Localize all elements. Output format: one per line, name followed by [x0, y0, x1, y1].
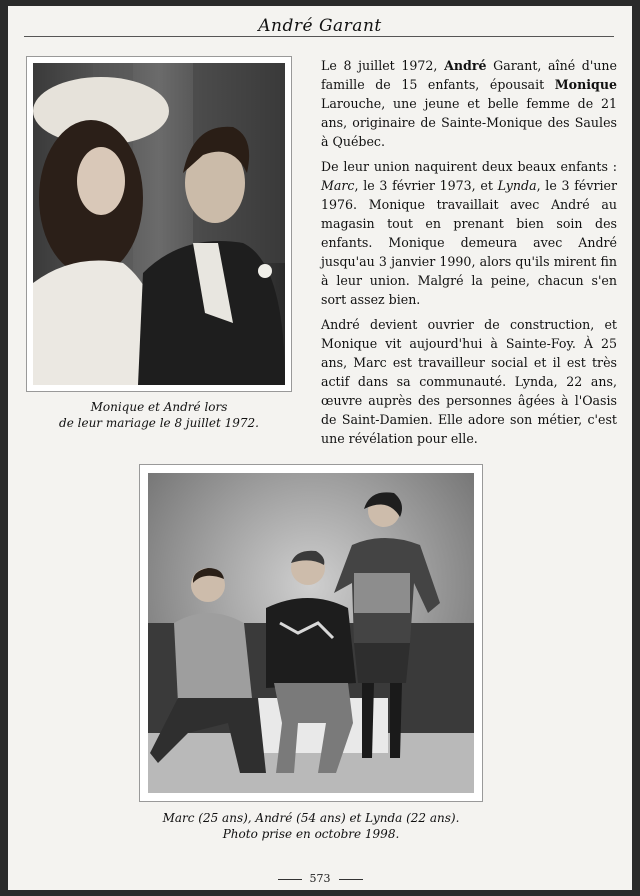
p2-text-c: , le 3 février 1973, et	[354, 178, 498, 193]
paragraph-1	[321, 56, 617, 151]
family-photo-caption	[108, 810, 514, 842]
p2-lynda: Lynda	[497, 178, 537, 193]
footer-dash-right	[339, 879, 363, 880]
page-number: 573	[309, 872, 331, 885]
p1-text-c: Garant, aîné d'une famille de 15 enfants, épousait	[321, 58, 617, 92]
family-photo	[139, 464, 483, 802]
p1-monique: Monique	[554, 77, 617, 92]
p2-text-e: , le 3 février 1976. Monique travaillait avec André au magasin tout en prenant bien soin des enfants. Monique demeura avec André jusqu'au 3 janvier 1990, alors qu'ils mirent fin à leur union. Malgré la peine, chacun s'en sort assez bien.	[321, 178, 617, 307]
header-rule	[24, 36, 614, 37]
page-header	[8, 14, 632, 40]
p2-marc: Marc	[321, 178, 355, 193]
p2-text-a: De leur union naquirent deux beaux enfants :	[321, 159, 617, 174]
page	[8, 6, 632, 890]
footer-dash-left	[278, 879, 302, 880]
wedding-photo-image	[33, 63, 285, 385]
paragraph-2	[321, 157, 617, 309]
wedding-photo	[26, 56, 292, 392]
family-caption-line-1: Marc (25 ans), André (54 ans) et Lynda (22 ans).	[162, 811, 460, 825]
p1-text-a: Le 8 juillet 1972,	[321, 58, 445, 73]
body-text	[321, 56, 617, 454]
page-title: André Garant	[250, 16, 389, 36]
paragraph-3: André devient ouvrier de construction, et Monique vit aujourd'hui à Sainte-Foy. À 25 ans, Marc est travailleur social et il est très actif dans sa communauté. Lynda, 22 ans, œuvre auprès des personnes âgées à l'Oasis de Saint-Damien. Elle adore son métier, c'est une révélation pour elle.	[321, 317, 617, 446]
wedding-photo-caption	[26, 399, 292, 431]
family-photo-image	[148, 473, 474, 793]
family-caption-line-2: Photo prise en octobre 1998.	[222, 827, 400, 841]
wedding-caption-line-1: Monique et André lors	[90, 400, 228, 414]
wedding-caption-line-2: de leur mariage le 8 juillet 1972.	[59, 416, 259, 430]
page-footer	[8, 872, 632, 885]
p1-andre: André	[444, 58, 487, 73]
p1-text-e: Larouche, une jeune et belle femme de 21 ans, originaire de Sainte-Monique des Saules à Québec.	[321, 96, 617, 149]
